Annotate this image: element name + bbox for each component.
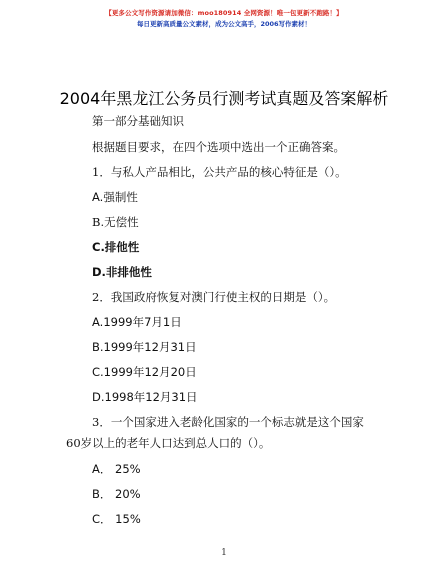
question-3-option-c: C． 15% xyxy=(92,512,141,526)
question-3-stem-line2: 60岁以上的老年人口达到总人口的（）。 xyxy=(66,436,271,450)
question-1-stem: 1．与私人产品相比，公共产品的核心特征是（）。 xyxy=(92,165,347,179)
question-1-option-d: D.非排他性 xyxy=(92,265,152,279)
question-3-stem-line1: 3．一个国家进入老龄化国家的一个标志就是这个国家 xyxy=(92,415,364,429)
promo-banner-line1: 【更多公文写作资源请加微信：moo180914 全网资源！唯一包更新不跑路！】 xyxy=(105,9,343,17)
document-title: 2004年黑龙江公务员行测考试真题及答案解析 xyxy=(59,89,389,108)
question-2-option-b: B.1999年12月31日 xyxy=(92,340,197,354)
promo-banner-line2: 每日更新高质量公文素材，成为公文高手，2006写作素材！ xyxy=(136,20,312,28)
question-1-option-c: C.排他性 xyxy=(92,240,140,254)
question-3-option-b: B． 20% xyxy=(92,487,141,501)
question-3-option-a: A． 25% xyxy=(92,462,141,476)
question-2-option-a: A.1999年7月1日 xyxy=(92,315,182,329)
instruction-text: 根据题目要求，在四个选项中选出一个正确答案。 xyxy=(92,140,345,154)
page-number: 1 xyxy=(221,548,227,558)
question-1-option-b: B.无偿性 xyxy=(92,215,139,229)
section-heading: 第一部分基础知识 xyxy=(92,114,184,128)
question-1-option-a: A.强制性 xyxy=(92,190,138,204)
question-2-option-c: C.1999年12月20日 xyxy=(92,365,197,379)
question-2-option-d: D.1998年12月31日 xyxy=(92,390,198,404)
question-2-stem: 2．我国政府恢复对澳门行使主权的日期是（）。 xyxy=(92,290,336,304)
